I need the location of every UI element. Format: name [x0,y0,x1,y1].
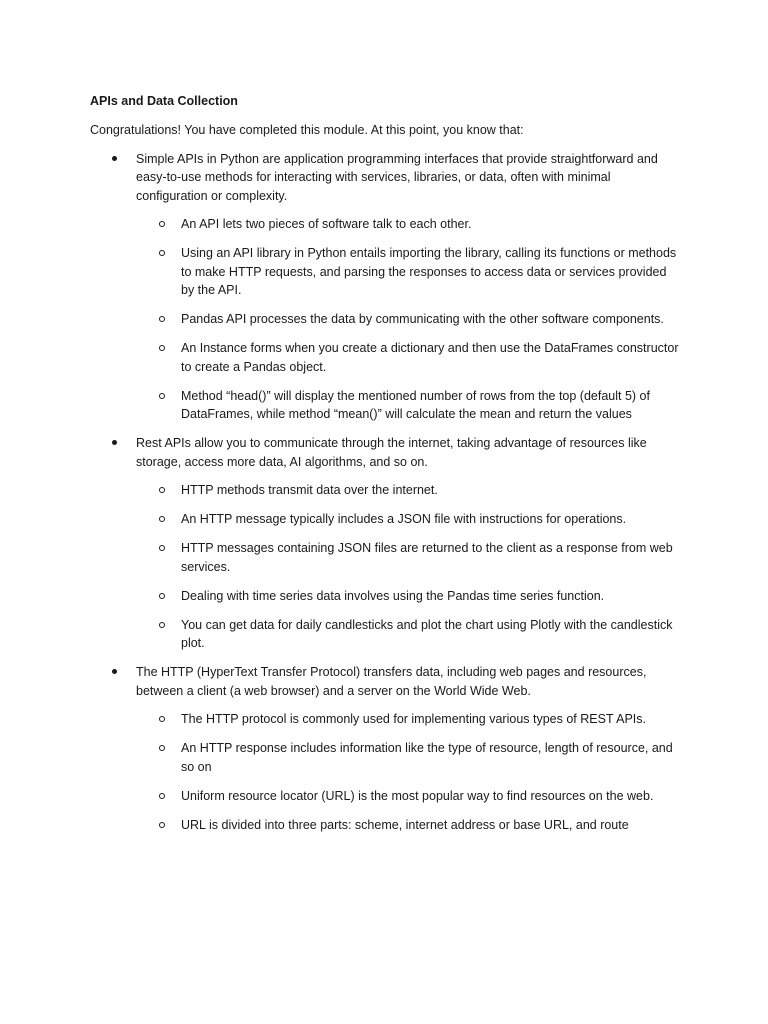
sub-bullet-icon [159,545,165,551]
sub-bullet-icon [159,716,165,722]
bullet-text: The HTTP (HyperText Transfer Protocol) transfers data, including web pages and resources, between a client (a web browser) and a server on the World Wide Web. [136,665,647,698]
sub-item-text: You can get data for daily candlesticks and plot the chart using Plotly with the candlestick plot. [181,617,673,650]
bullet-item [90,434,680,653]
sub-bullet-icon [159,516,165,522]
sub-item-text: Uniform resource locator (URL) is the most popular way to find resources on the web. [181,788,654,803]
bullet-icon [112,156,117,161]
sub-item-text: An HTTP message typically includes a JSON file with instructions for operations. [181,512,627,526]
sub-item-text: Method “head()” will display the mentioned number of rows from the top (default 5) of DataFrames, while method “mean()” will calculate the mean and return the values [181,388,650,421]
sub-bullet-icon [159,822,165,828]
sub-bullet-icon [159,393,165,399]
sub-list [136,215,680,424]
sub-bullet-icon [159,793,165,799]
sub-item [136,387,680,424]
sub-item-text: Dealing with time series data involves using the Pandas time series function. [181,588,605,603]
sub-bullet-icon [159,622,165,628]
sub-item [136,339,680,376]
sub-bullet-icon [159,745,165,751]
sub-bullet-icon [159,487,165,493]
sub-item [136,510,680,529]
sub-item [136,215,680,234]
bullet-text: Rest APIs allow you to communicate through the internet, taking advantage of resources like storage, access more data, AI algorithms, and so on. [136,436,647,469]
bullet-text: Simple APIs in Python are application programming interfaces that provide straightforward and easy-to-use methods for interacting with services, libraries, or data, often with minimal configuration or complexity. [136,151,658,203]
sub-item-text: URL is divided into three parts: scheme, internet address or base URL, and route [181,817,629,832]
sub-list [136,481,680,653]
sub-item [136,787,680,806]
sub-bullet-icon [159,250,165,256]
sub-item [136,710,680,729]
bullet-icon [112,440,117,445]
bullet-item [90,150,680,424]
sub-bullet-icon [159,345,165,351]
sub-item-text: An Instance forms when you create a dictionary and then use the DataFrames constructor to create a Pandas object. [181,341,679,374]
sub-item [136,539,680,576]
document-title: APIs and Data Collection [90,94,238,108]
intro-paragraph: Congratulations! You have completed this module. At this point, you know that: [90,123,524,137]
sub-item [136,616,680,653]
sub-item-text: Using an API library in Python entails importing the library, calling its functions or methods to make HTTP requests, and parsing the responses to access data or services provided by the API. [181,246,677,297]
sub-item [136,587,680,606]
sub-item [136,244,680,300]
bullet-icon [112,669,117,674]
sub-item [136,739,680,776]
sub-bullet-icon [159,316,165,322]
bullet-item [90,663,680,834]
sub-bullet-icon [159,593,165,599]
sub-item-text: HTTP methods transmit data over the internet. [181,483,438,497]
sub-list [136,710,680,834]
bullet-list [90,150,680,835]
sub-item [136,481,680,500]
sub-bullet-icon [159,221,165,227]
sub-item-text: An API lets two pieces of software talk to each other. [181,217,472,231]
sub-item-text: Pandas API processes the data by communicating with the other software components. [181,312,664,326]
sub-item-text: HTTP messages containing JSON files are returned to the client as a response from web services. [181,541,673,574]
sub-item [136,310,680,329]
sub-item [136,816,680,835]
sub-item-text: An HTTP response includes information like the type of resource, length of resource, and so on [181,741,673,774]
sub-item-text: The HTTP protocol is commonly used for implementing various types of REST APIs. [181,712,647,726]
